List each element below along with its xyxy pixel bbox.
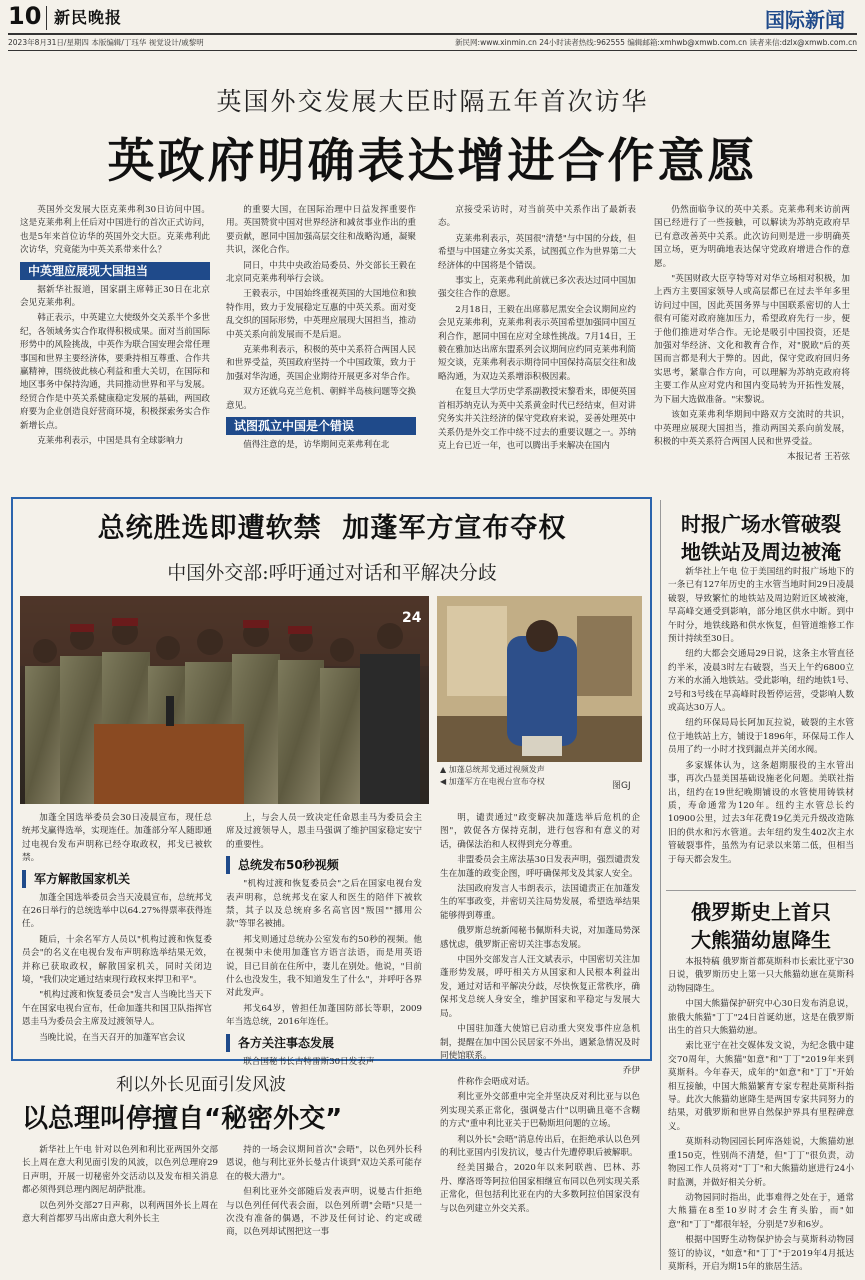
israel-paragraph: 持的一场会议期间首次"会晤"，以色列外长科恩说，他与利比亚外长曼古什谈到"双边关系可能存在的极大潜力"。 xyxy=(226,1145,422,1182)
israel-paragraph: 以色列外交部27日声称，以利两国外长上周在意大利首都罗马出席由意大利外长主 xyxy=(22,1200,218,1225)
panda-headline: 俄罗斯史上首只 大熊猫幼崽降生 xyxy=(691,900,831,952)
right-story-separator xyxy=(666,890,856,891)
header-divider-vertical xyxy=(46,6,47,30)
uk-paragraph: 2月18日，王毅在出席慕尼黑安全会议期间应约会见克莱弗利，克莱弗利表示英国希望加强同中国互利合作，愿同中国在应对全球性挑战。7月14日，王毅在雅加达出席东盟系列会议期间应约同克莱弗利简短交谈，克莱弗利表示期待同中国保持高层交往和战略沟通，为双边关系增添积极因素。 xyxy=(438,304,636,382)
contact-line: 新民网:www.xinmin.cn 24小时读者热线:962555 编辑邮箱:xmhwb@xmwb.com.cn 读者来信:dzlx@xmwb.com.cn xyxy=(455,38,857,47)
caption-president: ▲ 加蓬总统邦戈通过视频发声 xyxy=(440,765,545,774)
gabon-paragraph: 上，与会人员一致决定任命恩圭马为委员会主席及过渡领导人，恩圭马强调了维护国家稳定安宁的重要性。 xyxy=(226,813,422,850)
uk-paragraph: 的重要大国，在国际治理中日益发挥重要作用。英国赞赏中国对世界经济和减贫事业作出的重要贡献，愿同中国加强高层交往和战略沟通，凝聚共识，深化合作。 xyxy=(226,205,416,256)
gabon-paragraph: 加蓬全国选举委员会30日凌晨宣布，现任总统邦戈赢得选举，实现连任。加蓬部分军人随即通过电视台发布声明称已经夺取政权，邦戈已被软禁。 xyxy=(22,813,212,864)
uk-kicker: 英国外交发展大臣时隔五年首次访华 xyxy=(216,87,649,116)
military-announcement-photo xyxy=(20,596,429,804)
israel-paragraph: 件称作会晤成对话。 xyxy=(457,1077,535,1087)
gabon-column-3 xyxy=(440,812,640,1077)
uk-paragraph: 京接受采访时，对当前英中关系作出了最新表态。 xyxy=(438,205,636,229)
uk-paragraph: 克莱弗利表示，英国很"清楚"与中国的分歧，但希望与中国建立务实关系，试图孤立作为世界第二大经济体的中国将是个错误。 xyxy=(438,233,636,271)
photo-credit: 图GJ xyxy=(612,781,631,791)
uk-subhead-2: 试图孤立中国是个错误 xyxy=(226,417,416,435)
gabon-subhead-1: 军方解散国家机关 xyxy=(22,870,212,888)
uk-paragraph: 在复旦大学历史学系副教授宋黎看来，即便英国首相苏纳克认为英中关系黄金时代已经结束，但对讲究务实并关注经济的保守党政府来说，妥善处理英中关系仍是外交工作中绕不过去的重要议题之一。苏纳克上台已近一年，也可以腾出手来解决在国内 xyxy=(438,387,636,451)
gabon-paragraph: 非盟委员会主席法基30日发表声明，强烈谴责发生在加蓬的政变企图，呼吁确保邦戈及其家人安全。 xyxy=(440,855,640,879)
israel-paragraph: 经美国撮合，2020年以来阿联酋、巴林、苏丹、摩洛哥等阿拉伯国家相继宣布同以色列实现关系正常化，但包括利比亚在内的大多数阿拉伯国家没有与以色列建立外交关系。 xyxy=(440,1163,640,1214)
date-line: 2023年8月31日/星期四 本版编辑/丁珏华 视觉设计/戚黎明 xyxy=(8,38,204,47)
panda-paragraph: 莫斯科动物园园长阿库洛娃说，大熊猫幼崽重150克，性别尚不清楚，但"丁丁"很负责，动物园工作人员将对"丁丁"和大熊猫幼崽进行24小时监测，并做好相关分析。 xyxy=(668,1137,854,1188)
uk-paragraph: 双方还就乌克兰危机、朝鲜半岛核问题等交换意见。 xyxy=(226,387,416,411)
nyc-paragraph: 纽约大都会交通局29日说，这条主水管直径约半米，凌晨3时左右破裂，当天上午约6800立方米的水涌入地铁站。受此影响，纽约地铁1号、2号和3号线在早高峰时段暂停运营，受影响人数或高达30万人。 xyxy=(668,649,854,714)
right-column-divider xyxy=(660,500,661,1270)
panda-paragraph: 根据中国野生动物保护协会与莫斯科动物园签订的协议，"如意"和"丁丁"于2019年4月抵达莫斯科，开启为期15年的旅居生活。 xyxy=(668,1235,854,1272)
header-rule-bottom xyxy=(8,50,857,51)
paper-name: 新民晚报 xyxy=(54,8,123,27)
israel-kicker: 利以外长见面引发风波 xyxy=(116,1075,286,1095)
uk-paragraph: 该如克莱弗利华期间中路双方交流时的共识，中英理应展现大国担当，推动两国关系向前发展，积极的中英关系符合两国人民和世界受益。 xyxy=(654,410,850,447)
section-title: 国际新闻 xyxy=(765,8,845,32)
uk-paragraph: 据新华社报道，国家副主席韩正30日在北京会见克莱弗利。 xyxy=(20,284,210,309)
uk-paragraph: "英国财政大臣亨特等对对华立场相对积极，加上西方主要国家领导人或高层都已在过去半年多里访问过中国，因此英国务界与中国联系密切的人士很有可能对政府施加压力，希望政府先行一步，便于他们推进对华合作。无论是吸引中国投资，还是加强对华经济、文化和教育合作，对"脱欧"后的英国而言都是利大于弊的。因此，保守党政府回归务实思考，紧靠合作方向，可以理解为苏纳克政府将主要工作从应对党内和国内变局转为开拓性发展，为下届大选做准备。"宋黎说。 xyxy=(654,274,850,405)
uk-byline: 本报记者 王若弦 xyxy=(787,452,850,463)
caption-military: ◀ 加蓬军方在电视台宣布夺权 xyxy=(440,777,545,786)
panda-paragraph: 中国大熊猫保护研究中心30日发布消息说，旅俄大熊猫"丁丁"24日首诞幼崽，这是在俄罗斯出生的首只大熊猫幼崽。 xyxy=(668,999,854,1037)
uk-column-1 xyxy=(20,204,210,496)
gabon-byline: 乔伊 xyxy=(622,1066,640,1077)
gabon-paragraph: "机构过渡和恢复委员会"之后在国家电视台发表声明称，总统邦戈在家人和医生的陪伴下被软禁，其子以及总统府多名高官因"叛国""挪用公款"等罪名被捕。 xyxy=(226,879,422,930)
uk-paragraph: 英国外交发展大臣克莱弗利30日访问中国。这是克莱弗利上任后对中国进行的首次正式访问，也是5年来首位访华的英国外交大臣。克莱弗利此次访华，究竟能为中英关系带来什么？ xyxy=(20,205,210,256)
gabon-paragraph: 联合国秘书长古特雷斯30日发表声 xyxy=(243,1056,375,1067)
nyc-paragraph: 多家媒体认为，这条超期服役的主水管出事，再次凸显美国基础设施老化问题。美联社指出，纽约在19世纪晚期铺设的水管使用铸铁材质，寿命通常为120年。纽约主水管总长约10900公里，过去3年花费19亿美元升级改造陈旧的供水和污水管道。去年纽约发生402次主水管破裂事件，虽然为有记录以来第二低，但相当于每天都会发生。 xyxy=(668,760,854,865)
gabon-paragraph: 法国政府发言人韦朗表示，法国谴责正在加蓬发生的军事政变，并密切关注局势发展，希望选举结果能够得到尊重。 xyxy=(440,884,640,921)
gabon-paragraph: "机构过渡和恢复委员会"发言人当晚比当天下午在国家电视台宣布，任命加蓬共和国卫队指挥官恩圭马为委员会主席及过渡领导人。 xyxy=(22,990,212,1028)
gabon-paragraph: 中国外交部发言人汪文斌表示，中国密切关注加蓬形势发展，呼吁相关方从国家和人民根本利益出发，通过对话和平解决分歧，尽快恢复正常秩序，确保邦戈总统人身安全，维护国家和平稳定与发展大局。 xyxy=(440,955,640,1019)
uk-column-2 xyxy=(226,204,416,496)
uk-paragraph: 值得注意的是，访华期间克莱弗利在北 xyxy=(243,440,390,451)
uk-paragraph: 克莱弗利表示，积极的英中关系符合两国人民和世界受益，英国政府坚持一个中国政策，致力于加强对华沟通，英国企业期待开展更多对华合作。 xyxy=(226,345,416,382)
soldiers-illustration xyxy=(20,596,429,804)
president-video-photo xyxy=(437,596,642,762)
uk-column-4 xyxy=(654,204,850,496)
president-illustration xyxy=(437,596,642,762)
gabon-column-1 xyxy=(22,812,212,1056)
uk-paragraph: 克莱弗利表示，中国是具有全球影响力 xyxy=(37,436,184,447)
gabon-paragraph: 当晚比说，在当天召开的加蓬军官会议 xyxy=(39,1032,186,1043)
uk-column-3 xyxy=(438,204,636,496)
photo-channel-tag: 24 xyxy=(402,610,422,626)
gabon-paragraph: 俄罗斯总统新闻秘书佩斯科夫说，对加蓬局势深感忧虑，俄罗斯正密切关注事态发展。 xyxy=(440,926,640,950)
gabon-column-2 xyxy=(226,812,422,1067)
uk-subhead-1: 中英理应展现大国担当 xyxy=(20,262,210,280)
nyc-paragraph: 纽约环保局局长阿加瓦拉说，破裂的主水管位于地铁站上方，铺设于1896年，环保局工作人员用了约一小时才找到漏点并关闭水阀。 xyxy=(668,718,854,756)
israel-headline: 以总理叫停擅自“秘密外交” xyxy=(22,1104,343,1134)
gabon-headline: 总统胜选即遭软禁 加蓬军方宣布夺权 xyxy=(97,513,567,544)
gabon-subhead-3: 各方关注事态发展 xyxy=(226,1034,422,1052)
israel-column-2 xyxy=(226,1144,422,1280)
panda-paragraph: 动物园同时指出，此事难得之处在于，通常大熊猫在8至10岁时才会生育头胎，而"如意"和"丁丁"都很年轻，分别是7岁和6岁。 xyxy=(668,1192,854,1230)
israel-paragraph: 利比亚外交部重申完全并坚决反对利比亚与以色列实现关系正常化，强调曼古什"以明确且毫不含糊的方式"重申利比亚关于巴勒斯坦问题的立场。 xyxy=(440,1092,640,1130)
israel-column-1 xyxy=(22,1144,218,1280)
uk-paragraph: 王毅表示，中国始终重视英国的大国地位和独特作用，致力于发展稳定互惠的中英关系。面对变乱交织的国际形势，中英理应展现大国担当，推动中英关系向前发展而不是后退。 xyxy=(226,289,416,340)
page-number: 10 xyxy=(8,2,42,30)
panda-body xyxy=(668,956,854,1276)
israel-paragraph: 但利比亚外交部随后发表声明，说曼古什拒绝与以色列任何代表会面，以色列所谓"会晤"只是一次没有准备的偶遇，不涉及任何讨论、约定或磋商，以色列却试图把这一事 xyxy=(226,1187,422,1238)
gabon-paragraph: 中国驻加蓬大使馆已启动重大突发事件应急机制，提醒在加中国公民居家不外出，遇紧急情况及时同使馆联系。 xyxy=(440,1024,640,1061)
gabon-paragraph: 邦戈则通过总统办公室发布约50秒的视频。他在视频中未使用加蓬官方语言法语，而是用英语说，目已目前在住所中，妻儿在别处。他说，"目前什么也没发生，我不知道发生了什么"，并呼吁各界对此发声。 xyxy=(226,934,422,999)
uk-paragraph: 韩正表示，中英建立大使级外交关系半个多世纪，各领域务实合作取得积极成果。面对当前国际形势中的风险挑战，中英作为联合国安理会常任理事国和世界主要经济体，要秉持相互尊重、合作共赢精神，围绕彼此核心利益和重大关切，在国际和地区事务中保持沟通，共同推动世界和平与发展。经贸合作是中英关系健康稳定发展的基础，两国政府要为企业创造良好营商环境，积极探索务实合作新增长点。 xyxy=(20,313,210,431)
photo-captions xyxy=(440,764,640,788)
uk-headline: 英政府明确表达增进合作意愿 xyxy=(107,134,758,189)
nyc-body xyxy=(668,566,854,886)
gabon-subheadline: 中国外交部:呼吁通过对话和平解决分歧 xyxy=(167,562,497,584)
gabon-subhead-2: 总统发布50秒视频 xyxy=(226,856,422,874)
panda-paragraph: 本报特稿 俄罗斯首都莫斯科市长索比亚宁30日说，俄罗斯历史上第一只大熊猫幼崽在莫斯科动物园降生。 xyxy=(668,957,854,994)
uk-paragraph: 同日，中共中央政治局委员、外交部长王毅在北京同克莱弗利举行会谈。 xyxy=(226,260,416,285)
israel-paragraph: 新华社上午电 针对以色列和利比亚两国外交部长上周在意大利见面引发的风波，以色列总理府29日声明，开展一切秘密外交活动以及发布相关消息都必须得到总理内阁尼胡萨批准。 xyxy=(22,1145,218,1196)
gabon-paragraph: 随后，十余名军方人员以"机构过渡和恢复委员会"的名义在电视台发布声明称选举结果无效，并称已获取政权，解散国家机关，同时关闭边境，"我们决定通过结束现行政权来捍卫和平"。 xyxy=(22,934,212,986)
gabon-paragraph: 邦戈64岁，曾担任加蓬国防部长等职，2009年当选总统，2016年连任。 xyxy=(226,1003,422,1028)
israel-column-3 xyxy=(440,1076,640,1280)
nyc-paragraph: 新华社上午电 位于美国纽约时报广场地下的一条已有127年历史的主水管当地时间29日凌晨破裂，导致繁忙的地铁站及周边附近区域被淹，早高峰交通受到影响，部分地区供水中断。到中午时分，地铁线路和供水恢复，但管道维修工作预计持续至30日。 xyxy=(668,567,854,645)
uk-paragraph: 事实上，克莱弗利此前就已多次表达过同中国加强交往合作的意愿。 xyxy=(438,276,636,300)
gabon-paragraph: 明，谴责通过"政变解决加蓬选举后危机的企图"，敦促各方保持克制，进行包容和有意义的对话，确保法治和人权得到充分尊重。 xyxy=(440,813,640,850)
uk-paragraph: 仍然面临争议的英中关系。克莱弗利来访前两国已经进行了一些接触，可以解读为苏纳克政府早已有意改善英中关系。此次访问则是进一步明确英国立场，更为明确地表达保守党政府增进合作的意愿。 xyxy=(654,205,850,269)
gabon-paragraph: 加蓬全国选举委员会当天凌晨宣布，总统邦戈在26日举行的总统选举中以64.27%得票率获得连任。 xyxy=(22,892,212,930)
israel-paragraph: 利以外长"会晤"消息传出后，在拒绝承认以色列的利比亚国内引发抗议，曼古什先遭停职后被解职。 xyxy=(440,1134,640,1159)
header-rule-top xyxy=(8,33,857,35)
nyc-headline: 时报广场水管破裂 地铁站及周边被淹 xyxy=(681,512,841,564)
panda-paragraph: 索比亚宁在社交媒体发文说，为纪念俄中建交70周年，大熊猫"如意"和"丁丁"2019年来到莫斯科。今年春天，成年的"如意"和"丁丁"开始相互接触，中国大熊猫繁育专家专程赴莫斯科指导。此次大熊猫幼崽降生是两国专家共同努力的结果，对俄罗斯和世界自然保护界具有里程碑意义。 xyxy=(668,1041,854,1132)
